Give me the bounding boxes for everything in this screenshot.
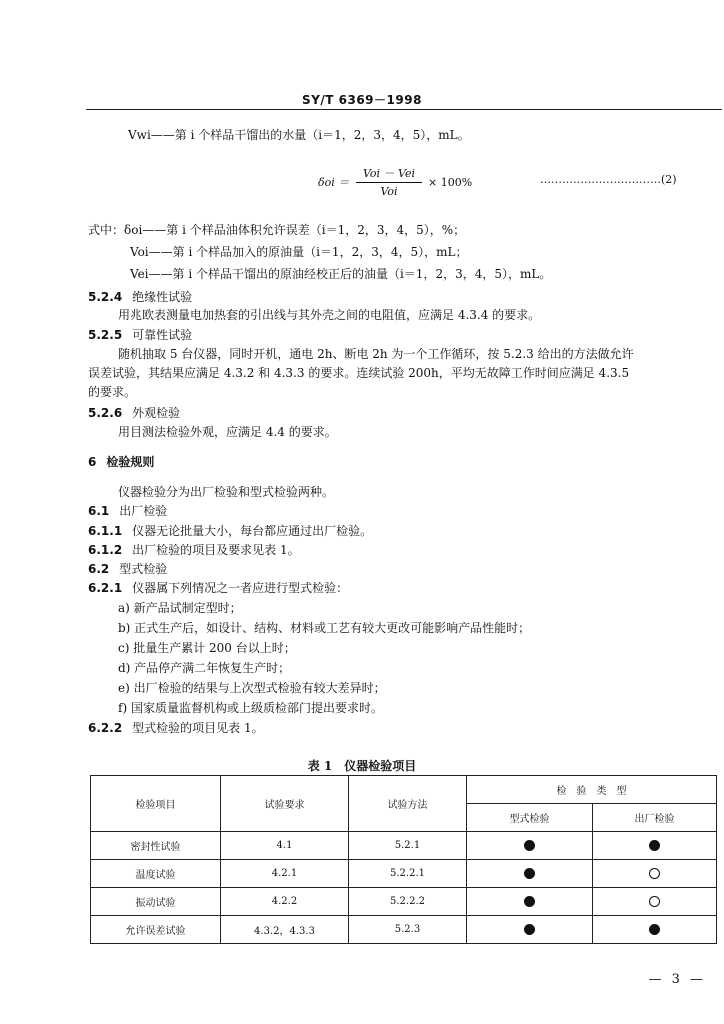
cell-type-test — [467, 832, 593, 860]
header-factory-test: 出厂检验 — [593, 804, 717, 832]
filled-circle-icon — [649, 924, 660, 935]
cell-method: 5.2.1 — [349, 832, 467, 860]
formula-numerator: Voi － Vei — [362, 167, 416, 180]
cell-req: 4.2.2 — [221, 888, 349, 916]
section-6-heading — [88, 454, 154, 470]
section-5-2-4-body: 用兆欧表测量电加热套的引出线与其外壳之间的电阻值，应满足 4.3.4 的要求。 — [118, 308, 541, 322]
formula-lhs: δoi ＝ — [318, 176, 350, 189]
variable-definition-vw: Vwi——第 i 个样品干馏出的水量（i＝1，2，3，4，5），mL。 — [128, 128, 470, 142]
page-header-title: SY/T 6369－1998 — [302, 93, 422, 107]
table-caption: 表 1 仪器检验项目 — [307, 759, 417, 773]
list-item: c) 批量生产累计 200 台以上时； — [118, 641, 296, 655]
table-row — [91, 832, 717, 860]
section-6-1-heading — [88, 503, 167, 519]
section-body: 出厂检验的项目及要求见表 1。 — [132, 543, 300, 557]
header-item: 检验项目 — [91, 776, 221, 832]
list-item: e) 出厂检验的结果与上次型式检验有较大差异时； — [118, 681, 386, 695]
section-number: 5.2.6 — [88, 406, 123, 420]
section-number: 6.2.1 — [88, 581, 123, 595]
cell-type-test — [467, 860, 593, 888]
formula-2 — [318, 163, 498, 203]
cell-req: 4.2.1 — [221, 860, 349, 888]
section-title: 绝缘性试验 — [132, 290, 193, 304]
where-line-2: Voi——第 i 个样品加入的原油量（i＝1，2，3，4，5），mL； — [130, 245, 468, 259]
section-body: 仪器属下列情况之一者应进行型式检验： — [132, 581, 349, 595]
section-6-1-2 — [88, 542, 300, 558]
inspection-items-table — [90, 775, 717, 944]
filled-circle-icon — [524, 840, 535, 851]
header-method: 试验方法 — [349, 776, 467, 832]
filled-circle-icon — [524, 896, 535, 907]
filled-circle-icon — [524, 924, 535, 935]
section-6-1-1 — [88, 523, 372, 539]
section-5-2-4-heading — [88, 289, 192, 305]
section-number: 6.2 — [88, 562, 110, 576]
table-row — [91, 860, 717, 888]
section-5-2-6-heading — [88, 405, 180, 421]
filled-circle-icon — [524, 868, 535, 879]
header-rule — [86, 109, 722, 110]
cell-req: 4.1 — [221, 832, 349, 860]
cell-method: 5.2.3 — [349, 916, 467, 944]
section-body: 型式检验的项目见表 1。 — [132, 721, 264, 735]
section-number: 5.2.4 — [88, 290, 123, 304]
cell-req: 4.3.2，4.3.3 — [221, 916, 349, 944]
equation-number: ……………………………(2) — [540, 173, 677, 186]
section-number: 5.2.5 — [88, 328, 123, 342]
list-item: a) 新产品试制定型时； — [118, 601, 242, 615]
where-line-1: 式中：δoi——第 i 个样品油体积允许误差（i＝1，2，3，4，5），%； — [88, 223, 466, 237]
cell-type-test — [467, 888, 593, 916]
filled-circle-icon — [649, 840, 660, 851]
section-6-2-2 — [88, 720, 264, 736]
section-title: 可靠性试验 — [132, 328, 193, 342]
cell-type-test — [467, 916, 593, 944]
section-6-2-heading — [88, 561, 167, 577]
section-title: 外观检验 — [132, 406, 181, 420]
section-5-2-5-heading — [88, 327, 192, 343]
cell-method: 5.2.2.1 — [349, 860, 467, 888]
cell-method: 5.2.2.2 — [349, 888, 467, 916]
page-number: — 3 — — [648, 972, 706, 987]
section-number: 6.1 — [88, 504, 110, 518]
cell-item: 允许误差试验 — [91, 916, 221, 944]
list-item: f) 国家质量监督机构或上级质检部门提出要求时。 — [118, 701, 383, 715]
list-item: d) 产品停产满二年恢复生产时； — [118, 661, 291, 675]
list-item: b) 正式生产后，如设计、结构、材料或工艺有较大更改可能影响产品性能时； — [118, 621, 531, 635]
section-6-body: 仪器检验分为出厂检验和型式检验两种。 — [118, 485, 335, 499]
section-title: 型式检验 — [119, 562, 168, 576]
section-title: 出厂检验 — [119, 504, 168, 518]
cell-factory-test — [593, 860, 717, 888]
fraction-bar — [356, 182, 422, 183]
section-number: 6 — [88, 455, 97, 469]
where-line-3: Vei——第 i 个样品干馏出的原油经校正后的油量（i＝1，2，3，4，5），mL。 — [130, 267, 552, 281]
header-type-test: 型式检验 — [467, 804, 593, 832]
open-circle-icon — [649, 896, 660, 907]
cell-factory-test — [593, 888, 717, 916]
table-row — [91, 916, 717, 944]
section-5-2-5-body-2: 误差试验，其结果应满足 4.3.2 和 4.3.3 的要求。连续试验 200h，平均无故障工作时间应满足 4.3.5 — [88, 366, 630, 380]
formula-rhs: × 100% — [428, 176, 473, 189]
section-number: 6.1.2 — [88, 543, 123, 557]
section-body: 仪器无论批量大小，每台都应通过出厂检验。 — [132, 524, 373, 538]
section-5-2-6-body: 用目测法检验外观，应满足 4.4 的要求。 — [118, 425, 337, 439]
header-requirement: 试验要求 — [221, 776, 349, 832]
cell-item: 密封性试验 — [91, 832, 221, 860]
cell-item: 温度试验 — [91, 860, 221, 888]
section-5-2-5-body-3: 的要求。 — [88, 385, 137, 399]
section-title: 检验规则 — [106, 455, 155, 469]
cell-factory-test — [593, 832, 717, 860]
header-inspection-type: 检 验 类 型 — [467, 776, 717, 804]
section-number: 6.1.1 — [88, 524, 123, 538]
section-5-2-5-body-1: 随机抽取 5 台仪器，同时开机，通电 2h、断电 2h 为一个工作循环，按 5.2.3 给出的方法做允许 — [118, 347, 634, 361]
section-6-2-1 — [88, 580, 348, 596]
open-circle-icon — [649, 868, 660, 879]
cell-item: 振动试验 — [91, 888, 221, 916]
cell-factory-test — [593, 916, 717, 944]
section-number: 6.2.2 — [88, 721, 123, 735]
table-row — [91, 888, 717, 916]
formula-denominator: Voi — [380, 185, 398, 198]
